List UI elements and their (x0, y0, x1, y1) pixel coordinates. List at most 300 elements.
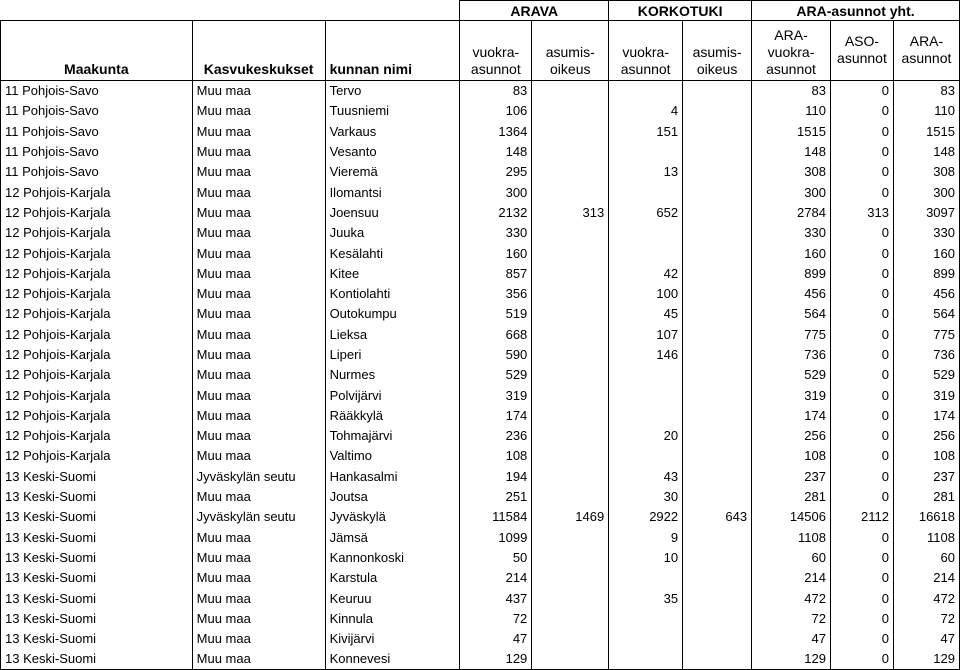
cell-yht-aso: 2112 (830, 507, 893, 527)
cell-kunta: Konnevesi (325, 649, 460, 669)
table-row (1, 81, 960, 101)
cell-yht-ara: 256 (893, 426, 959, 446)
cell-arava-asumis (532, 344, 609, 364)
cell-korko-vuokra: 107 (609, 324, 683, 344)
cell-maakunta: 12 Pohjois-Karjala (1, 223, 193, 243)
cell-kasvukeskus: Muu maa (192, 324, 325, 344)
cell-kunta: Jyväskylä (325, 507, 460, 527)
cell-arava-asumis (532, 588, 609, 608)
cell-korko-asumis (683, 568, 752, 588)
cell-yht-aso: 0 (830, 344, 893, 364)
cell-yht-ara-vuokra: 174 (752, 405, 831, 425)
cell-korko-vuokra: 146 (609, 344, 683, 364)
col-korko-asumis (683, 21, 752, 81)
cell-kunta: Hankasalmi (325, 466, 460, 486)
cell-kasvukeskus: Muu maa (192, 263, 325, 283)
cell-arava-asumis (532, 243, 609, 263)
cell-yht-ara: 72 (893, 608, 959, 628)
cell-kasvukeskus: Muu maa (192, 588, 325, 608)
cell-korko-asumis (683, 202, 752, 222)
cell-arava-vuokra: 50 (460, 547, 532, 567)
cell-yht-ara: 3097 (893, 202, 959, 222)
table-row (1, 324, 960, 344)
group-korkotuki: KORKOTUKI (609, 1, 752, 21)
table-row (1, 162, 960, 182)
cell-korko-vuokra: 4 (609, 101, 683, 121)
cell-arava-vuokra: 236 (460, 426, 532, 446)
table-row (1, 405, 960, 425)
cell-yht-ara: 237 (893, 466, 959, 486)
table-row (1, 568, 960, 588)
cell-maakunta: 13 Keski-Suomi (1, 568, 193, 588)
col-label-line: ARA- (909, 32, 944, 49)
cell-kasvukeskus: Muu maa (192, 223, 325, 243)
col-label-line: vuokra- (767, 44, 815, 60)
cell-maakunta: 12 Pohjois-Karjala (1, 385, 193, 405)
cell-kunta: Karstula (325, 568, 460, 588)
cell-maakunta: 12 Pohjois-Karjala (1, 283, 193, 303)
cell-kunta: Tohmajärvi (325, 426, 460, 446)
cell-korko-asumis (683, 608, 752, 628)
cell-yht-aso: 0 (830, 385, 893, 405)
table-row (1, 527, 960, 547)
group-ara-yht: ARA-asunnot yht. (752, 1, 960, 21)
cell-arava-vuokra: 529 (460, 365, 532, 385)
cell-korko-asumis (683, 81, 752, 101)
cell-arava-vuokra: 106 (460, 101, 532, 121)
cell-yht-ara: 1515 (893, 121, 959, 141)
col-korko-vuokra (609, 21, 683, 81)
cell-yht-ara: 160 (893, 243, 959, 263)
table-row (1, 344, 960, 364)
table-row (1, 263, 960, 283)
cell-kunta: Jämsä (325, 527, 460, 547)
cell-yht-ara-vuokra: 281 (752, 486, 831, 506)
cell-kunta: Polvijärvi (325, 385, 460, 405)
cell-maakunta: 13 Keski-Suomi (1, 588, 193, 608)
cell-kunta: Rääkkylä (325, 405, 460, 425)
cell-korko-asumis (683, 365, 752, 385)
cell-maakunta: 11 Pohjois-Savo (1, 141, 193, 161)
cell-korko-asumis (683, 588, 752, 608)
cell-yht-aso: 0 (830, 121, 893, 141)
table-row (1, 101, 960, 121)
cell-yht-ara-vuokra: 214 (752, 568, 831, 588)
cell-yht-ara: 281 (893, 486, 959, 506)
cell-yht-aso: 0 (830, 324, 893, 344)
cell-korko-vuokra: 9 (609, 527, 683, 547)
cell-kunta: Varkaus (325, 121, 460, 141)
cell-arava-asumis (532, 263, 609, 283)
cell-yht-ara-vuokra: 472 (752, 588, 831, 608)
cell-arava-vuokra: 519 (460, 304, 532, 324)
table-row (1, 385, 960, 405)
cell-yht-ara-vuokra: 148 (752, 141, 831, 161)
cell-kunta: Joutsa (325, 486, 460, 506)
cell-yht-ara: 214 (893, 568, 959, 588)
cell-arava-asumis (532, 405, 609, 425)
col-yht-aso (830, 21, 893, 81)
table-row (1, 507, 960, 527)
col-maakunta: Maakunta (1, 21, 193, 81)
cell-yht-ara: 330 (893, 223, 959, 243)
cell-korko-vuokra (609, 385, 683, 405)
col-label-line: oikeus (550, 61, 591, 77)
table-row (1, 588, 960, 608)
cell-arava-vuokra: 11584 (460, 507, 532, 527)
table-row (1, 121, 960, 141)
col-label-line: asunnot (837, 49, 887, 66)
cell-yht-ara-vuokra: 736 (752, 344, 831, 364)
cell-kunta: Kinnula (325, 608, 460, 628)
col-label-line: oikeus (696, 61, 738, 77)
cell-yht-ara-vuokra: 564 (752, 304, 831, 324)
cell-yht-ara-vuokra: 14506 (752, 507, 831, 527)
table-row (1, 486, 960, 506)
col-label-line: asunnot (766, 61, 816, 77)
cell-arava-asumis (532, 385, 609, 405)
cell-korko-asumis (683, 324, 752, 344)
cell-arava-vuokra: 160 (460, 243, 532, 263)
cell-yht-ara-vuokra: 72 (752, 608, 831, 628)
col-label-line: asunnot (901, 49, 952, 66)
cell-arava-vuokra: 857 (460, 263, 532, 283)
cell-arava-asumis (532, 121, 609, 141)
cell-arava-asumis (532, 527, 609, 547)
cell-korko-asumis (683, 304, 752, 324)
cell-maakunta: 12 Pohjois-Karjala (1, 365, 193, 385)
cell-maakunta: 12 Pohjois-Karjala (1, 263, 193, 283)
cell-kasvukeskus: Jyväskylän seutu (192, 466, 325, 486)
cell-maakunta: 12 Pohjois-Karjala (1, 446, 193, 466)
cell-yht-aso: 0 (830, 243, 893, 263)
cell-korko-asumis (683, 283, 752, 303)
cell-kasvukeskus: Muu maa (192, 162, 325, 182)
cell-korko-asumis (683, 426, 752, 446)
cell-arava-asumis (532, 182, 609, 202)
cell-arava-vuokra: 47 (460, 629, 532, 649)
cell-yht-ara: 308 (893, 162, 959, 182)
cell-yht-ara-vuokra: 899 (752, 263, 831, 283)
cell-yht-aso: 0 (830, 141, 893, 161)
cell-yht-ara-vuokra: 1108 (752, 527, 831, 547)
cell-arava-vuokra: 590 (460, 344, 532, 364)
cell-yht-aso: 0 (830, 527, 893, 547)
cell-yht-ara-vuokra: 83 (752, 81, 831, 101)
table-row (1, 608, 960, 628)
cell-korko-vuokra (609, 243, 683, 263)
cell-yht-ara: 899 (893, 263, 959, 283)
cell-korko-asumis (683, 547, 752, 567)
cell-korko-vuokra: 42 (609, 263, 683, 283)
cell-yht-ara: 300 (893, 182, 959, 202)
cell-korko-vuokra: 45 (609, 304, 683, 324)
cell-yht-ara-vuokra: 308 (752, 162, 831, 182)
cell-arava-vuokra: 2132 (460, 202, 532, 222)
table-row (1, 223, 960, 243)
cell-kasvukeskus: Muu maa (192, 141, 325, 161)
table-row (1, 629, 960, 649)
cell-korko-asumis (683, 101, 752, 121)
cell-yht-ara-vuokra: 60 (752, 547, 831, 567)
cell-arava-asumis (532, 304, 609, 324)
cell-maakunta: 12 Pohjois-Karjala (1, 182, 193, 202)
cell-maakunta: 12 Pohjois-Karjala (1, 202, 193, 222)
cell-arava-asumis (532, 466, 609, 486)
cell-yht-ara: 148 (893, 141, 959, 161)
cell-arava-vuokra: 668 (460, 324, 532, 344)
cell-yht-ara: 83 (893, 81, 959, 101)
cell-kunta: Valtimo (325, 446, 460, 466)
cell-kasvukeskus: Muu maa (192, 486, 325, 506)
col-label-line: ARA- (774, 27, 808, 43)
cell-arava-asumis (532, 223, 609, 243)
cell-yht-aso: 0 (830, 608, 893, 628)
cell-maakunta: 13 Keski-Suomi (1, 486, 193, 506)
cell-kasvukeskus: Muu maa (192, 81, 325, 101)
cell-arava-asumis (532, 283, 609, 303)
cell-kunta: Joensuu (325, 202, 460, 222)
cell-korko-vuokra: 652 (609, 202, 683, 222)
table-row (1, 649, 960, 669)
cell-korko-asumis (683, 243, 752, 263)
cell-arava-vuokra: 194 (460, 466, 532, 486)
cell-kasvukeskus: Muu maa (192, 182, 325, 202)
cell-arava-vuokra: 72 (460, 608, 532, 628)
header-blank-cell (325, 1, 460, 21)
header-column-row (1, 21, 960, 81)
cell-arava-vuokra: 319 (460, 385, 532, 405)
cell-yht-ara: 775 (893, 324, 959, 344)
cell-kunta: Vesanto (325, 141, 460, 161)
cell-arava-asumis (532, 81, 609, 101)
cell-kasvukeskus: Muu maa (192, 365, 325, 385)
cell-yht-ara: 529 (893, 365, 959, 385)
col-label-line: vuokra- (622, 44, 669, 60)
cell-arava-asumis (532, 141, 609, 161)
cell-korko-asumis: 643 (683, 507, 752, 527)
cell-yht-ara: 47 (893, 629, 959, 649)
col-arava-vuokra (460, 21, 532, 81)
cell-yht-aso: 0 (830, 446, 893, 466)
cell-korko-vuokra: 10 (609, 547, 683, 567)
cell-kunta: Tervo (325, 81, 460, 101)
cell-arava-asumis (532, 324, 609, 344)
cell-yht-ara: 472 (893, 588, 959, 608)
col-label-line: asunnot (470, 61, 521, 77)
cell-arava-vuokra: 83 (460, 81, 532, 101)
table-row (1, 365, 960, 385)
cell-korko-vuokra: 43 (609, 466, 683, 486)
cell-yht-ara: 129 (893, 649, 959, 669)
cell-arava-asumis: 1469 (532, 507, 609, 527)
cell-kasvukeskus: Jyväskylän seutu (192, 507, 325, 527)
cell-yht-aso: 0 (830, 547, 893, 567)
cell-arava-asumis (532, 365, 609, 385)
table-row (1, 283, 960, 303)
table-row (1, 182, 960, 202)
cell-arava-vuokra: 1099 (460, 527, 532, 547)
cell-yht-aso: 0 (830, 101, 893, 121)
cell-arava-vuokra: 437 (460, 588, 532, 608)
col-arava-asumis (532, 21, 609, 81)
cell-arava-asumis (532, 486, 609, 506)
cell-yht-ara-vuokra: 300 (752, 182, 831, 202)
cell-yht-ara-vuokra: 1515 (752, 121, 831, 141)
cell-yht-aso: 0 (830, 629, 893, 649)
cell-yht-ara-vuokra: 2784 (752, 202, 831, 222)
cell-yht-ara-vuokra: 775 (752, 324, 831, 344)
cell-arava-vuokra: 129 (460, 649, 532, 669)
cell-kasvukeskus: Muu maa (192, 344, 325, 364)
cell-arava-vuokra: 108 (460, 446, 532, 466)
header-blank-cell (192, 1, 325, 21)
cell-yht-ara-vuokra: 330 (752, 223, 831, 243)
cell-kunta: Ilomantsi (325, 182, 460, 202)
cell-arava-vuokra: 295 (460, 162, 532, 182)
cell-kunta: Keuruu (325, 588, 460, 608)
cell-kunta: Kontiolahti (325, 283, 460, 303)
cell-yht-ara-vuokra: 456 (752, 283, 831, 303)
cell-yht-aso: 0 (830, 405, 893, 425)
cell-korko-vuokra: 20 (609, 426, 683, 446)
col-kunnan-nimi: kunnan nimi (325, 21, 460, 81)
cell-maakunta: 13 Keski-Suomi (1, 547, 193, 567)
cell-yht-aso: 0 (830, 263, 893, 283)
cell-maakunta: 12 Pohjois-Karjala (1, 304, 193, 324)
cell-korko-asumis (683, 121, 752, 141)
cell-kasvukeskus: Muu maa (192, 426, 325, 446)
table-row (1, 243, 960, 263)
col-label-line: ASO- (844, 32, 880, 49)
cell-kunta: Kesälahti (325, 243, 460, 263)
cell-korko-vuokra (609, 365, 683, 385)
table-row (1, 466, 960, 486)
cell-korko-asumis (683, 446, 752, 466)
cell-yht-ara: 110 (893, 101, 959, 121)
cell-kunta: Kannonkoski (325, 547, 460, 567)
cell-arava-vuokra: 174 (460, 405, 532, 425)
cell-yht-aso: 0 (830, 283, 893, 303)
cell-korko-asumis (683, 649, 752, 669)
cell-arava-vuokra: 1364 (460, 121, 532, 141)
cell-kasvukeskus: Muu maa (192, 304, 325, 324)
cell-maakunta: 13 Keski-Suomi (1, 608, 193, 628)
cell-arava-asumis (532, 649, 609, 669)
cell-maakunta: 11 Pohjois-Savo (1, 121, 193, 141)
cell-arava-vuokra: 330 (460, 223, 532, 243)
cell-korko-vuokra: 30 (609, 486, 683, 506)
cell-korko-asumis (683, 466, 752, 486)
cell-maakunta: 13 Keski-Suomi (1, 629, 193, 649)
cell-korko-vuokra (609, 81, 683, 101)
table-row (1, 202, 960, 222)
cell-kasvukeskus: Muu maa (192, 101, 325, 121)
cell-yht-ara: 60 (893, 547, 959, 567)
col-yht-ara-vuokra (752, 21, 831, 81)
cell-korko-asumis (683, 162, 752, 182)
cell-arava-vuokra: 356 (460, 283, 532, 303)
cell-maakunta: 13 Keski-Suomi (1, 466, 193, 486)
cell-maakunta: 12 Pohjois-Karjala (1, 426, 193, 446)
cell-yht-ara: 456 (893, 283, 959, 303)
cell-yht-aso: 0 (830, 81, 893, 101)
col-kasvukeskukset: Kasvukeskukset (192, 21, 325, 81)
cell-arava-asumis (532, 426, 609, 446)
cell-arava-vuokra: 251 (460, 486, 532, 506)
cell-kunta: Lieksa (325, 324, 460, 344)
cell-yht-ara-vuokra: 319 (752, 385, 831, 405)
cell-kasvukeskus: Muu maa (192, 283, 325, 303)
cell-korko-vuokra (609, 568, 683, 588)
cell-kunta: Kivijärvi (325, 629, 460, 649)
cell-yht-ara-vuokra: 237 (752, 466, 831, 486)
cell-korko-vuokra: 100 (609, 283, 683, 303)
cell-yht-aso: 0 (830, 486, 893, 506)
cell-arava-asumis (532, 608, 609, 628)
col-label-line: asumis- (692, 44, 742, 60)
cell-maakunta: 13 Keski-Suomi (1, 507, 193, 527)
cell-korko-vuokra (609, 223, 683, 243)
cell-yht-ara: 16618 (893, 507, 959, 527)
cell-kasvukeskus: Muu maa (192, 608, 325, 628)
cell-arava-asumis (532, 568, 609, 588)
table-row (1, 547, 960, 567)
cell-korko-vuokra: 2922 (609, 507, 683, 527)
cell-kasvukeskus: Muu maa (192, 243, 325, 263)
cell-korko-vuokra (609, 405, 683, 425)
cell-yht-ara-vuokra: 108 (752, 446, 831, 466)
cell-korko-vuokra: 35 (609, 588, 683, 608)
cell-maakunta: 12 Pohjois-Karjala (1, 243, 193, 263)
col-yht-ara (893, 21, 959, 81)
cell-kasvukeskus: Muu maa (192, 385, 325, 405)
cell-korko-vuokra (609, 649, 683, 669)
cell-kasvukeskus: Muu maa (192, 202, 325, 222)
cell-korko-asumis (683, 141, 752, 161)
header-blank-cell (1, 1, 193, 21)
cell-yht-aso: 313 (830, 202, 893, 222)
cell-arava-asumis (532, 446, 609, 466)
cell-kunta: Nurmes (325, 365, 460, 385)
cell-korko-asumis (683, 527, 752, 547)
header-group-row (1, 1, 960, 21)
cell-yht-ara: 1108 (893, 527, 959, 547)
cell-kunta: Tuusniemi (325, 101, 460, 121)
cell-kunta: Kitee (325, 263, 460, 283)
cell-korko-vuokra: 151 (609, 121, 683, 141)
cell-korko-asumis (683, 486, 752, 506)
cell-maakunta: 12 Pohjois-Karjala (1, 344, 193, 364)
cell-yht-ara-vuokra: 47 (752, 629, 831, 649)
cell-korko-vuokra (609, 182, 683, 202)
cell-yht-aso: 0 (830, 182, 893, 202)
cell-korko-vuokra (609, 141, 683, 161)
cell-arava-asumis (532, 547, 609, 567)
cell-korko-asumis (683, 629, 752, 649)
cell-korko-vuokra (609, 446, 683, 466)
cell-kunta: Vieremä (325, 162, 460, 182)
table-row (1, 304, 960, 324)
cell-yht-aso: 0 (830, 365, 893, 385)
cell-maakunta: 11 Pohjois-Savo (1, 101, 193, 121)
cell-arava-asumis (532, 629, 609, 649)
cell-kasvukeskus: Muu maa (192, 527, 325, 547)
cell-kasvukeskus: Muu maa (192, 649, 325, 669)
cell-korko-asumis (683, 385, 752, 405)
cell-yht-ara-vuokra: 110 (752, 101, 831, 121)
cell-kasvukeskus: Muu maa (192, 568, 325, 588)
